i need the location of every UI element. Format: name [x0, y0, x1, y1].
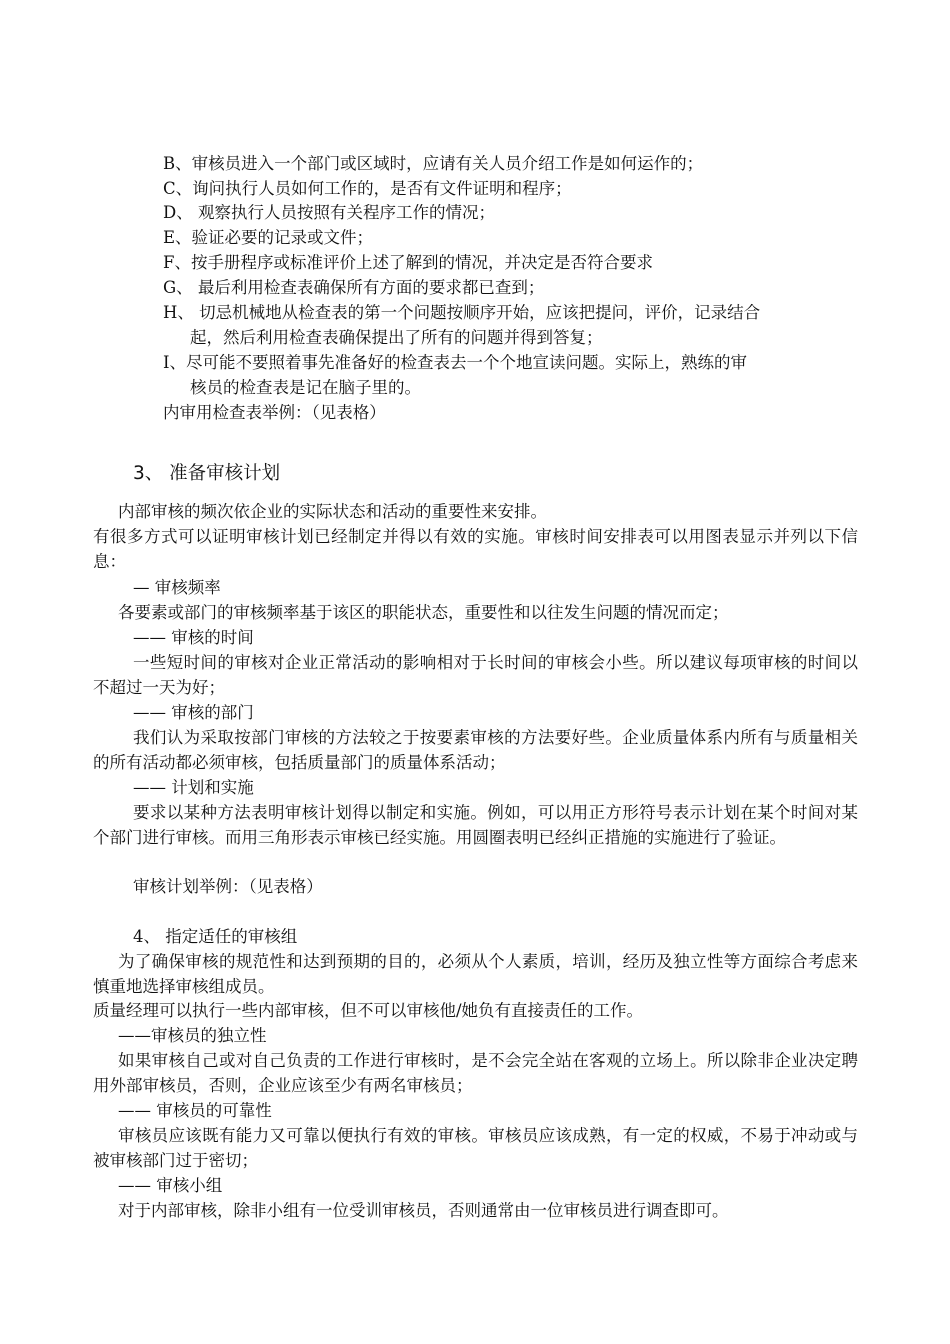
- section-3-paragraph-2: 有很多方式可以证明审核计划已经制定并得以有效的实施。审核时间安排表可以用图表显示并列以下信息：: [93, 527, 858, 571]
- department-heading: —— 审核的部门: [133, 703, 254, 722]
- list-item-h-line1: H、 切忌机械地从检查表的第一个问题按顺序开始，应该把提问，评价，记录结合: [163, 303, 761, 322]
- reliability-text: 审核员应该既有能力又可靠以便执行有效的审核。审核员应该成熟，有一定的权威，不易于冲动或与被审核部门过于密切；: [93, 1126, 858, 1170]
- department-text: 我们认为采取按部门审核的方法较之于按要素审核的方法要好些。企业质量体系内所有与质量相关的所有活动都必须审核，包括质量部门的质量体系活动；: [93, 728, 858, 772]
- list-item-h-line2: 起，然后利用检查表确保提出了所有的问题并得到答复；: [190, 328, 603, 347]
- list-item-e: E、验证必要的记录或文件；: [163, 228, 374, 247]
- reliability-heading: —— 审核员的可靠性: [118, 1101, 272, 1120]
- section-4-paragraph-1: 为了确保审核的规范性和达到预期的目的，必须从个人素质，培训，经历及独立性等方面综合考虑来慎重地选择审核组成员。: [93, 952, 858, 996]
- frequency-text: 各要素或部门的审核频率基于该区的职能状态，重要性和以往发生问题的情况而定；: [118, 603, 729, 622]
- plan-text: 要求以某种方法表明审核计划得以制定和实施。例如，可以用正方形符号表示计划在某个时间对某个部门进行审核。而用三角形表示审核已经实施。用圆圈表明已经纠正措施的实施进行了验证。: [93, 803, 858, 847]
- list-item-f: F、按手册程序或标准评价上述了解到的情况，并决定是否符合要求: [163, 253, 653, 272]
- plan-heading: —— 计划和实施: [133, 778, 254, 797]
- section-3-heading: 3、 准备审核计划: [133, 463, 281, 484]
- team-text: 对于内部审核，除非小组有一位受训审核员，否则通常由一位审核员进行调查即可。: [118, 1201, 729, 1220]
- section-3-paragraph-1: 内部审核的频次依企业的实际状态和活动的重要性来安排。: [118, 502, 547, 521]
- independence-text: 如果审核自己或对自己负责的工作进行审核时，是不会完全站在客观的立场上。所以除非企业决定聘用外部审核员，否则，企业应该至少有两名审核员；: [93, 1051, 858, 1095]
- list-item-b: B、审核员进入一个部门或区域时，应请有关人员介绍工作是如何运作的；: [163, 154, 704, 173]
- frequency-heading: — 审核频率: [133, 578, 221, 597]
- plan-example: 审核计划举例：（见表格）: [133, 877, 323, 896]
- list-item-d: D、 观察执行人员按照有关程序工作的情况；: [163, 203, 495, 222]
- checklist-example: 内审用检查表举例：（见表格）: [163, 403, 386, 422]
- team-heading: —— 审核小组: [118, 1176, 223, 1195]
- section-4-paragraph-2: 质量经理可以执行一些内部审核，但不可以审核他/她负有直接责任的工作。: [93, 1001, 644, 1020]
- independence-heading: ——审核员的独立性: [118, 1026, 267, 1045]
- time-text: 一些短时间的审核对企业正常活动的影响相对于长时间的审核会小些。所以建议每项审核的时间以不超过一天为好；: [93, 653, 858, 697]
- section-4-heading: 4、 指定适任的审核组: [133, 927, 298, 946]
- list-item-g: G、 最后利用检查表确保所有方面的要求都已查到；: [163, 278, 545, 297]
- list-item-i-line1: I、尽可能不要照着事先准备好的检查表去一个个地宣读问题。实际上，熟练的审: [163, 353, 748, 372]
- list-item-i-line2: 核员的检查表是记在脑子里的。: [190, 378, 421, 397]
- time-heading: —— 审核的时间: [133, 628, 254, 647]
- list-item-c: C、询问执行人员如何工作的，是否有文件证明和程序；: [163, 179, 572, 198]
